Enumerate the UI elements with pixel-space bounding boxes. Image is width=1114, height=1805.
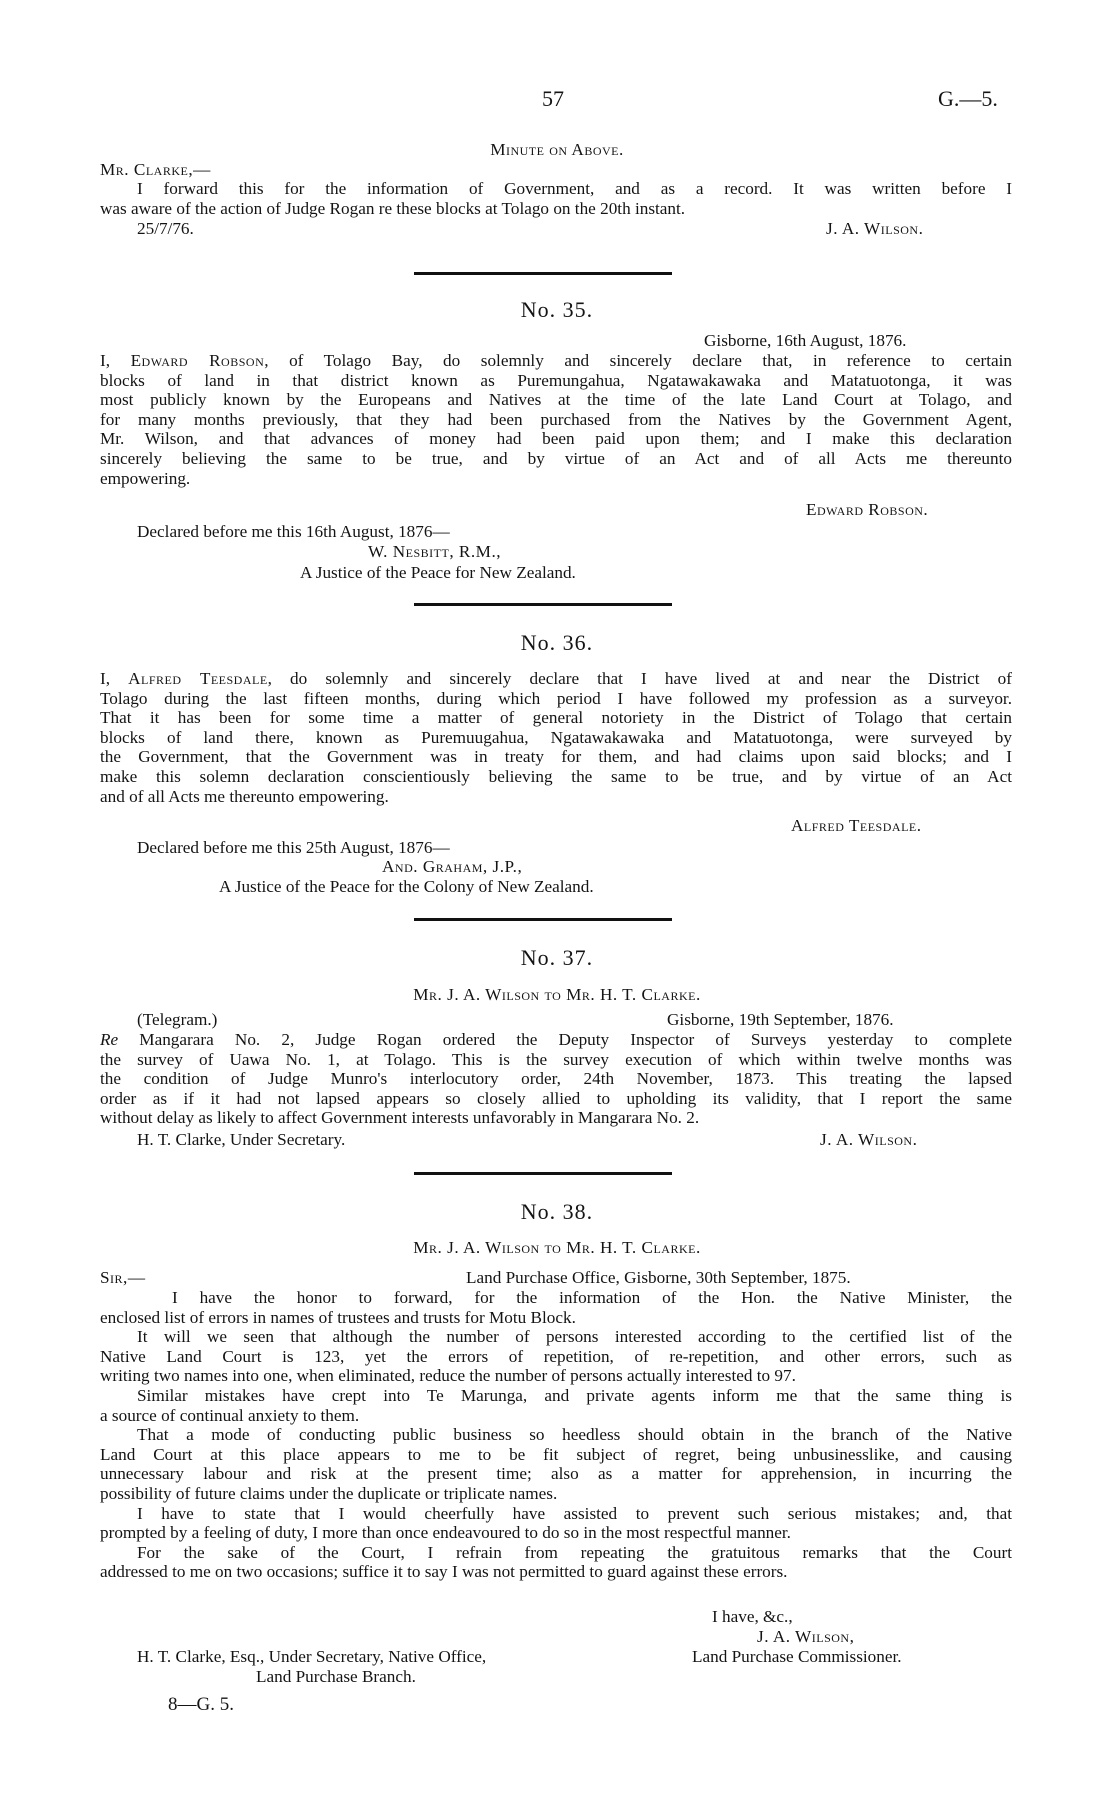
no38-line: For the sake of the Court, I refrain from repeating the gratuitous remarks that the Court bbox=[137, 1542, 1012, 1562]
no38-line: a source of continual anxiety to them. bbox=[100, 1405, 360, 1425]
no36-signature: Alfred Teesdale. bbox=[791, 816, 922, 835]
no36-line: make this solemn declaration conscientiously believing the same to be true, and by virtue of an Act bbox=[100, 766, 1012, 786]
no36-line: and of all Acts me thereunto empowering. bbox=[100, 786, 389, 806]
no38-line: prompted by a feeling of duty, I more than once endeavoured to do so in the most respectful manner. bbox=[100, 1523, 791, 1543]
no37-line: without delay as likely to affect Government interests unfavorably in Mangarara No. 2. bbox=[100, 1108, 700, 1128]
no35-signature: Edward Robson. bbox=[806, 500, 929, 519]
section-number-35: No. 35. bbox=[520, 297, 594, 322]
no38-line: enclosed list of errors in names of trustees and trusts for Motu Block. bbox=[100, 1307, 576, 1327]
no38-paragraph bbox=[100, 1288, 1012, 1327]
no38-line: Similar mistakes have crept into Te Marunga, and private agents inform me that the same thing is bbox=[137, 1385, 1012, 1405]
no37-line: the condition of Judge Munro's interlocutory order, 24th November, 1873. This treating the lapsed bbox=[100, 1069, 1012, 1089]
section-divider bbox=[414, 603, 672, 606]
no38-paragraph bbox=[100, 1327, 1012, 1386]
minute-date: 25/7/76. bbox=[137, 219, 194, 238]
no36-body bbox=[100, 669, 1012, 806]
no35-place-date: Gisborne, 16th August, 1876. bbox=[704, 331, 907, 350]
no35-declared: Declared before me this 16th August, 1876— bbox=[137, 522, 450, 541]
no38-signature-title: Land Purchase Commissioner. bbox=[692, 1647, 902, 1666]
no36-line: I, Alfred Teesdale, do solemnly and sincerely declare that I have lived at and near the District of bbox=[100, 669, 1012, 688]
no37-telegram: (Telegram.) bbox=[137, 1010, 218, 1029]
no38-line: I have to state that I would cheerfully have assisted to prevent such serious mistakes; and, that bbox=[137, 1503, 1012, 1523]
no36-justice-name: And. Graham, J.P., bbox=[382, 857, 523, 876]
no38-paragraph bbox=[100, 1543, 1012, 1582]
no38-paragraph bbox=[100, 1425, 1012, 1503]
minute-line: was aware of the action of Judge Rogan re these blocks at Tolago on the 20th instant. bbox=[100, 198, 686, 218]
no36-line: Tolago during the last fifteen months, during which period I have followed my profession as a surveyor. bbox=[100, 688, 1012, 708]
section-number-37: No. 37. bbox=[520, 945, 594, 970]
no37-line: the survey of Uawa No. 1, at Tolago. This is the survey execution of which within twelve months was bbox=[100, 1049, 1012, 1069]
no36-justice-title: A Justice of the Peace for the Colony of New Zealand. bbox=[219, 877, 594, 896]
no38-signature: J. A. Wilson, bbox=[757, 1627, 855, 1646]
no35-line: sincerely believing the same to be true, and by virtue of an Act and of all Acts me thereunto bbox=[100, 448, 1012, 468]
no35-line: blocks of land in that district known as Puremungahua, Ngatawakawaka and Matatuotonga, it was bbox=[100, 370, 1012, 390]
no38-paragraph bbox=[100, 1504, 1012, 1543]
no35-line: Mr. Wilson, and that advances of money had been paid upon them; and I make this declaration bbox=[100, 429, 1012, 449]
document-reference: G.—5. bbox=[938, 86, 998, 111]
no38-line: Native Land Court is 123, yet the errors of repetition, of re-repetition, and other errors, such as bbox=[100, 1346, 1012, 1366]
no38-line: That a mode of conducting public business so heedless should obtain in the branch of the Native bbox=[137, 1425, 1012, 1445]
no38-line: unnecessary labour and risk at the present time; also as a matter for apprehension, in incurring the bbox=[100, 1464, 1012, 1484]
no36-declared: Declared before me this 25th August, 1876— bbox=[137, 838, 450, 857]
no37-line: Re Mangarara No. 2, Judge Rogan ordered the Deputy Inspector of Surveys yesterday to complete bbox=[100, 1030, 1012, 1049]
no35-line: I, Edward Robson, of Tolago Bay, do solemnly and sincerely declare that, in reference to certain bbox=[100, 351, 1012, 370]
no38-salutation: Sir,— bbox=[100, 1268, 146, 1287]
section-divider bbox=[414, 918, 672, 921]
no35-line: most publicly known by the Europeans and Natives at the time of the late Land Court at Tolago, and bbox=[100, 390, 1012, 410]
no38-line: It will we seen that although the number of persons interested according to the certified list of the bbox=[137, 1327, 1012, 1347]
no38-paragraph bbox=[100, 1386, 1012, 1425]
minute-salutation: Mr. Clarke,— bbox=[100, 160, 211, 179]
no37-signature: J. A. Wilson. bbox=[820, 1130, 918, 1149]
no38-place-date: Land Purchase Office, Gisborne, 30th September, 1875. bbox=[466, 1268, 851, 1287]
section-divider bbox=[414, 1172, 672, 1175]
no35-justice-name: W. Nesbitt, R.M., bbox=[368, 542, 502, 561]
no35-justice-title: A Justice of the Peace for New Zealand. bbox=[300, 563, 576, 582]
no38-line: addressed to me on two occasions; suffice it to say I was not permitted to guard against these errors. bbox=[100, 1562, 788, 1582]
no36-line: blocks of land there, known as Puremuugahua, Ngatawakawaka and Matatuotonga, were surveyed by bbox=[100, 727, 1012, 747]
no37-line: order as if it had not lapsed appears so closely allied to upholding its validity, that I report the same bbox=[100, 1088, 1012, 1108]
no38-line: Land Court at this place appears to me to be fit subject of regret, being unbusinesslike, and causing bbox=[100, 1444, 1012, 1464]
no35-line: empowering. bbox=[100, 468, 191, 488]
section-divider bbox=[414, 272, 672, 275]
section-number-36: No. 36. bbox=[520, 630, 594, 655]
no37-body bbox=[100, 1030, 1012, 1128]
re-marker: Re bbox=[100, 1030, 119, 1049]
no38-line: I have the honor to forward, for the information of the Hon. the Native Minister, the bbox=[172, 1288, 1012, 1307]
no38-line: possibility of future claims under the duplicate or triplicate names. bbox=[100, 1483, 558, 1503]
no38-closing: I have, &c., bbox=[712, 1607, 793, 1626]
no38-line: writing two names into one, when eliminated, reduce the number of persons actually interested to 97. bbox=[100, 1366, 796, 1386]
no36-line: the Government, that the Government was in treaty for them, and had claims upon said blocks; and I bbox=[100, 747, 1012, 767]
no37-place-date: Gisborne, 19th September, 1876. bbox=[667, 1010, 894, 1029]
page-number: 57 bbox=[542, 86, 564, 111]
no38-title: Mr. J. A. Wilson to Mr. H. T. Clarke. bbox=[413, 1238, 701, 1257]
declarant-name: Edward Robson bbox=[130, 351, 265, 370]
no35-body bbox=[100, 351, 1012, 488]
minute-signature: J. A. Wilson. bbox=[826, 219, 924, 238]
no36-line: That it has been for some time a matter of general notoriety in the District of Tolago that certain bbox=[100, 708, 1012, 728]
section-number-38: No. 38. bbox=[520, 1199, 594, 1224]
signature-mark: 8—G. 5. bbox=[168, 1694, 234, 1715]
declarant-name: Alfred Teesdale bbox=[128, 669, 268, 688]
no37-title: Mr. J. A. Wilson to Mr. H. T. Clarke. bbox=[413, 985, 701, 1004]
minute-heading: Minute on Above. bbox=[490, 140, 624, 159]
no38-body bbox=[100, 1288, 1012, 1582]
minute-body bbox=[100, 179, 1012, 218]
no37-addressee: H. T. Clarke, Under Secretary. bbox=[137, 1130, 346, 1149]
no35-line: for many months previously, that they had been purchased from the Natives by the Government Agent, bbox=[100, 409, 1012, 429]
minute-line: I forward this for the information of Government, and as a record. It was written before I bbox=[137, 179, 1012, 198]
no38-addressee-line1: H. T. Clarke, Esq., Under Secretary, Native Office, bbox=[137, 1647, 487, 1666]
no38-addressee-line2: Land Purchase Branch. bbox=[256, 1667, 416, 1686]
